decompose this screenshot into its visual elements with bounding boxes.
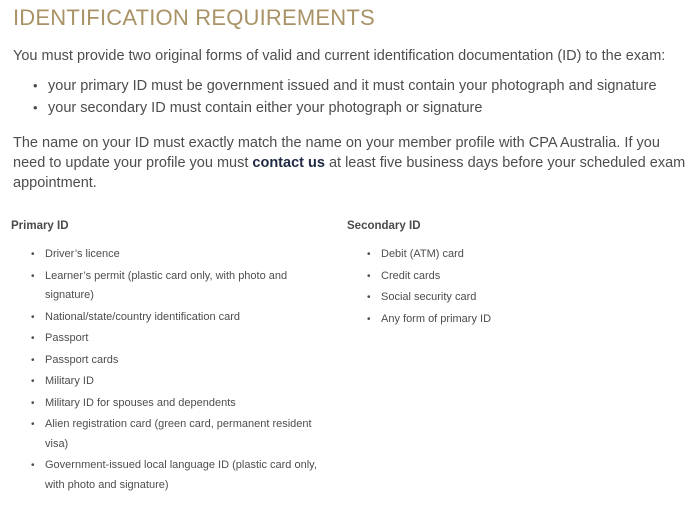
list-item: • Passport [31, 329, 331, 349]
list-item: • Alien registration card (green card, permanent resident visa) [31, 415, 331, 454]
list-item: • Debit (ATM) card [367, 245, 647, 265]
list-item: • National/state/country identification card [31, 308, 331, 328]
list-item: • Driver’s licence [31, 245, 331, 265]
intro-text: You must provide two original forms of valid and current identification documentation (ID) to the exam: [13, 48, 666, 64]
page-heading: IDENTIFICATION REQUIREMENTS [13, 5, 375, 30]
note-text-after: at least five business days before your scheduled exam appointment. [13, 155, 686, 191]
note-text-before: The name on your ID must exactly match the name on your member profile with CPA Australia. If you need to update your profile you must [13, 135, 660, 171]
secondary-id-title: Secondary ID [347, 220, 421, 232]
list-item: • Government-issued local language ID (plastic card only, with photo and signature) [31, 456, 331, 495]
list-item: • Passport cards [31, 351, 331, 371]
contact-us-link[interactable]: contact us [252, 155, 325, 171]
list-item: • Military ID [31, 372, 331, 392]
list-item: • your secondary ID must contain either your photograph or signature [33, 97, 693, 119]
list-item: • Social security card [367, 288, 647, 308]
secondary-id-list [347, 245, 647, 329]
name-match-note [13, 133, 688, 193]
requirements-list [13, 75, 693, 119]
list-item: • Credit cards [367, 267, 647, 287]
primary-id-list [11, 245, 331, 495]
identification-requirements-section [13, 4, 693, 193]
list-item: • Any form of primary ID [367, 310, 647, 330]
primary-id-column [11, 216, 331, 497]
list-item: • Military ID for spouses and dependents [31, 394, 331, 414]
list-item: • your primary ID must be government issued and it must contain your photograph and signature [33, 75, 693, 97]
secondary-id-column [347, 216, 647, 331]
primary-id-title: Primary ID [11, 220, 69, 232]
list-item: • Learner’s permit (plastic card only, with photo and signature) [31, 267, 331, 306]
